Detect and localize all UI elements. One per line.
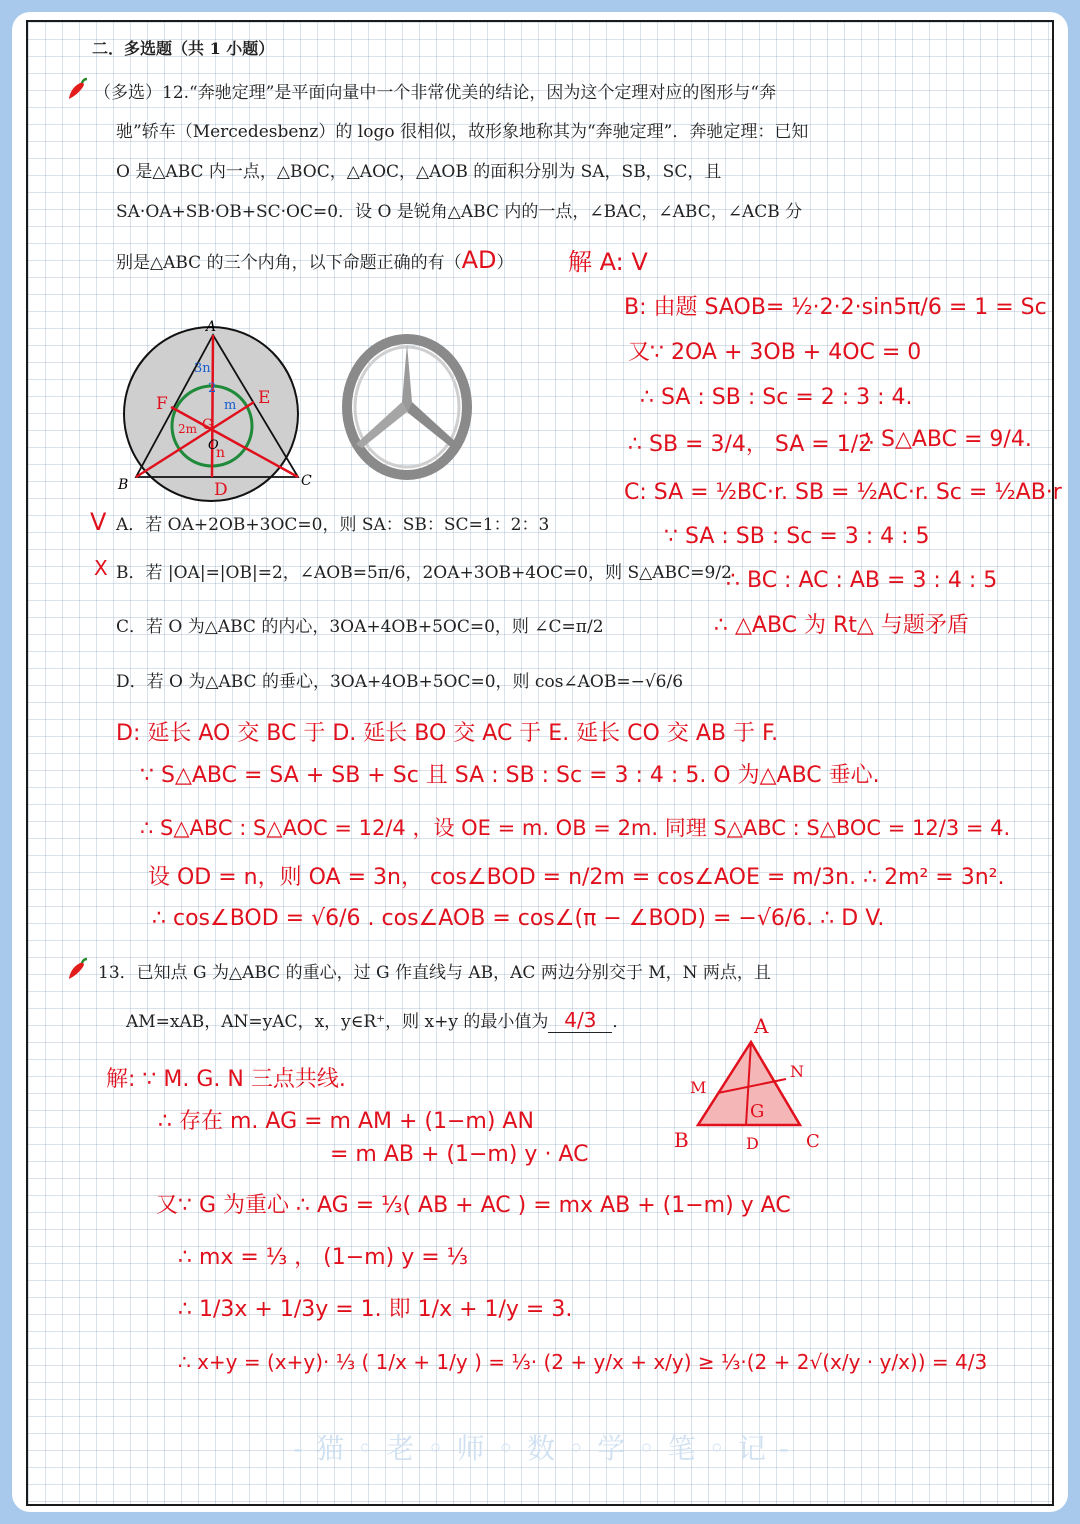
q12-note-5: ∴ SB = 3/4， SA = 1/2: [628, 432, 873, 457]
q12-note-12: ∵ S△ABC = SA + SB + Sc 且 SA : SB : Sc = 3 : 4 : 5. O 为△ABC 垂心.: [140, 763, 880, 788]
q13-answer: 4/3: [548, 1008, 612, 1033]
fig1-label-a: A: [206, 319, 217, 335]
fig2-label-b: B: [674, 1128, 689, 1152]
centroid-triangle-figure: [668, 1007, 818, 1157]
fig2-label-a: A: [754, 1014, 769, 1038]
q12-line5-text: 别是△ABC 的三个内角，以下命题正确的有（: [116, 253, 462, 273]
q13-line2-text: AM=xAB，AN=yAC，x，y∈R⁺，则 x+y 的最小值为: [126, 1012, 549, 1032]
q12-note-6: ∴ S△ABC = 9/4.: [860, 427, 1032, 452]
q13-note-2: ∴ 存在 m. AG = m AM + (1−m) AN: [158, 1109, 534, 1134]
q13-end: ．: [612, 1012, 630, 1032]
footer-watermark: - 猫 ◦ 老 ◦ 师 ◦ 数 ◦ 学 ◦ 笔 ◦ 记 -: [293, 1432, 791, 1465]
chili-pepper-icon: [66, 958, 88, 982]
q12-note-2: B: 由题 SAOB= ½·2·2·sin5π/6 = 1 = Sc: [624, 295, 1047, 320]
q13-line2: [126, 1007, 629, 1033]
fig1-label-3n: 3n: [194, 361, 211, 376]
q12-option-a: A．若 OA+2OB+3OC=0，则 SA：SB：SC=1：2：3: [116, 515, 550, 535]
mark-option-b: X: [94, 556, 108, 580]
q12-note-3: 又∵ 2OA + 3OB + 4OC = 0: [628, 340, 922, 365]
q12-close: ）: [496, 253, 514, 273]
grid-paper: [26, 20, 1062, 1506]
q12-line1: （多选）12.“奔驰定理”是平面向量中一个非常优美的结论，因为这个定理对应的图形与“奔: [94, 83, 777, 103]
q13-note-3: = m AB + (1−m) y · AC: [330, 1142, 589, 1167]
chili-pepper-icon: [66, 78, 88, 102]
q12-note-14: 设 OD = n，则 OA = 3n， cos∠BOD = n/2m = cos∠AOE = m/3n. ∴ 2m² = 3n².: [148, 865, 1005, 890]
fig1-label-n: n: [216, 445, 226, 461]
q13-note-4: 又∵ G 为重心 ∴ AG = ⅓( AB + AC ) = mx AB + (1−m) y AC: [156, 1193, 791, 1218]
fig1-label-b: B: [118, 477, 129, 493]
q12-note-4: ∴ SA : SB : Sc = 2 : 3 : 4.: [640, 385, 913, 410]
q12-note-10: ∴ △ABC 为 Rt△ 与题矛盾: [714, 613, 969, 638]
q12-line5: [116, 246, 513, 274]
q12-option-b: B．若 |OA|=|OB|=2，∠AOB=5π/6，2OA+3OB+4OC=0，则 S△ABC=9/2: [116, 563, 732, 583]
fig1-label-e: E: [258, 388, 271, 408]
fig2-label-g: G: [750, 1101, 765, 1122]
q12-note-1: 解 A: V: [568, 248, 648, 276]
q12-option-c: C．若 O 为△ABC 的内心，3OA+4OB+5OC=0，则 ∠C=π/2: [116, 617, 604, 637]
q12-note-13: ∴ S△ABC : S△AOC = 12/4 ，设 OE = m. OB = 2m. 同理 S△ABC : S△BOC = 12/3 = 4.: [140, 816, 1011, 840]
fig2-label-c: C: [806, 1131, 820, 1152]
q12-note-9: ∴ BC : AC : AB = 3 : 4 : 5: [726, 568, 998, 593]
mercedes-logo-icon: [340, 332, 474, 482]
q13-note-6: ∴ 1/3x + 1/3y = 1. 即 1/x + 1/y = 3.: [178, 1297, 573, 1322]
mark-option-a: V: [90, 508, 107, 536]
fig2-label-m: M: [690, 1078, 707, 1097]
q12-note-11: D: 延长 AO 交 BC 于 D. 延长 BO 交 AC 于 E. 延长 CO 交 AB 于 F.: [116, 721, 779, 746]
fig2-label-n: N: [790, 1062, 804, 1081]
q13-line1: 13．已知点 G 为△ABC 的重心，过 G 作直线与 AB，AC 两边分别交于 M，N 两点，且: [98, 963, 771, 983]
fig2-label-d: D: [746, 1134, 759, 1153]
q12-line3: O 是△ABC 内一点，△BOC，△AOC，△AOB 的面积分别为 SA，SB，SC，且: [116, 162, 722, 182]
q12-note-8: ∵ SA : SB : Sc = 3 : 4 : 5: [664, 524, 930, 549]
fig1-label-g: G: [202, 417, 214, 433]
fig1-label-o: O: [208, 438, 219, 453]
q13-note-5: ∴ mx = ⅓ ， (1−m) y = ⅓: [178, 1245, 468, 1270]
q12-answer: AD: [461, 246, 497, 274]
benz-triangle-figure: [116, 317, 316, 500]
q12-line4: SA·OA+SB·OB+SC·OC=0．设 O 是锐角△ABC 内的一点，∠BAC，∠ABC，∠ACB 分: [116, 202, 803, 222]
fig1-label-m: m: [224, 398, 237, 413]
fig1-label-2: 2: [208, 381, 217, 396]
q12-note-15: ∴ cos∠BOD = √6/6 . cos∠AOB = cos∠(π − ∠BOD) = −√6/6. ∴ D V.: [152, 906, 885, 931]
fig1-label-2m: 2m: [178, 422, 198, 436]
section-title: 二．多选题（共 1 小题）: [92, 39, 275, 58]
fig1-label-c: C: [301, 473, 312, 489]
q12-note-7: C: SA = ½BC·r. SB = ½AC·r. Sc = ½AB·r: [624, 480, 1062, 505]
q13-note-1: 解: ∵ M. G. N 三点共线.: [106, 1067, 346, 1092]
q13-note-7: ∴ x+y = (x+y)· ⅓ ( 1/x + 1/y ) = ⅓· (2 + y/x + x/y) ≥ ⅓·(2 + 2√(x/y · y/x)) = 4/3: [178, 1350, 988, 1374]
q12-line2: 驰”轿车（Mercedesbenz）的 logo 很相似，故形象地称其为“奔驰定理”．奔驰定理：已知: [116, 122, 809, 142]
q12-option-d: D．若 O 为△ABC 的垂心，3OA+4OB+5OC=0，则 cos∠AOB=−√6/6: [116, 672, 684, 692]
fig1-label-f: F: [156, 394, 168, 414]
fig1-label-d: D: [214, 480, 228, 500]
